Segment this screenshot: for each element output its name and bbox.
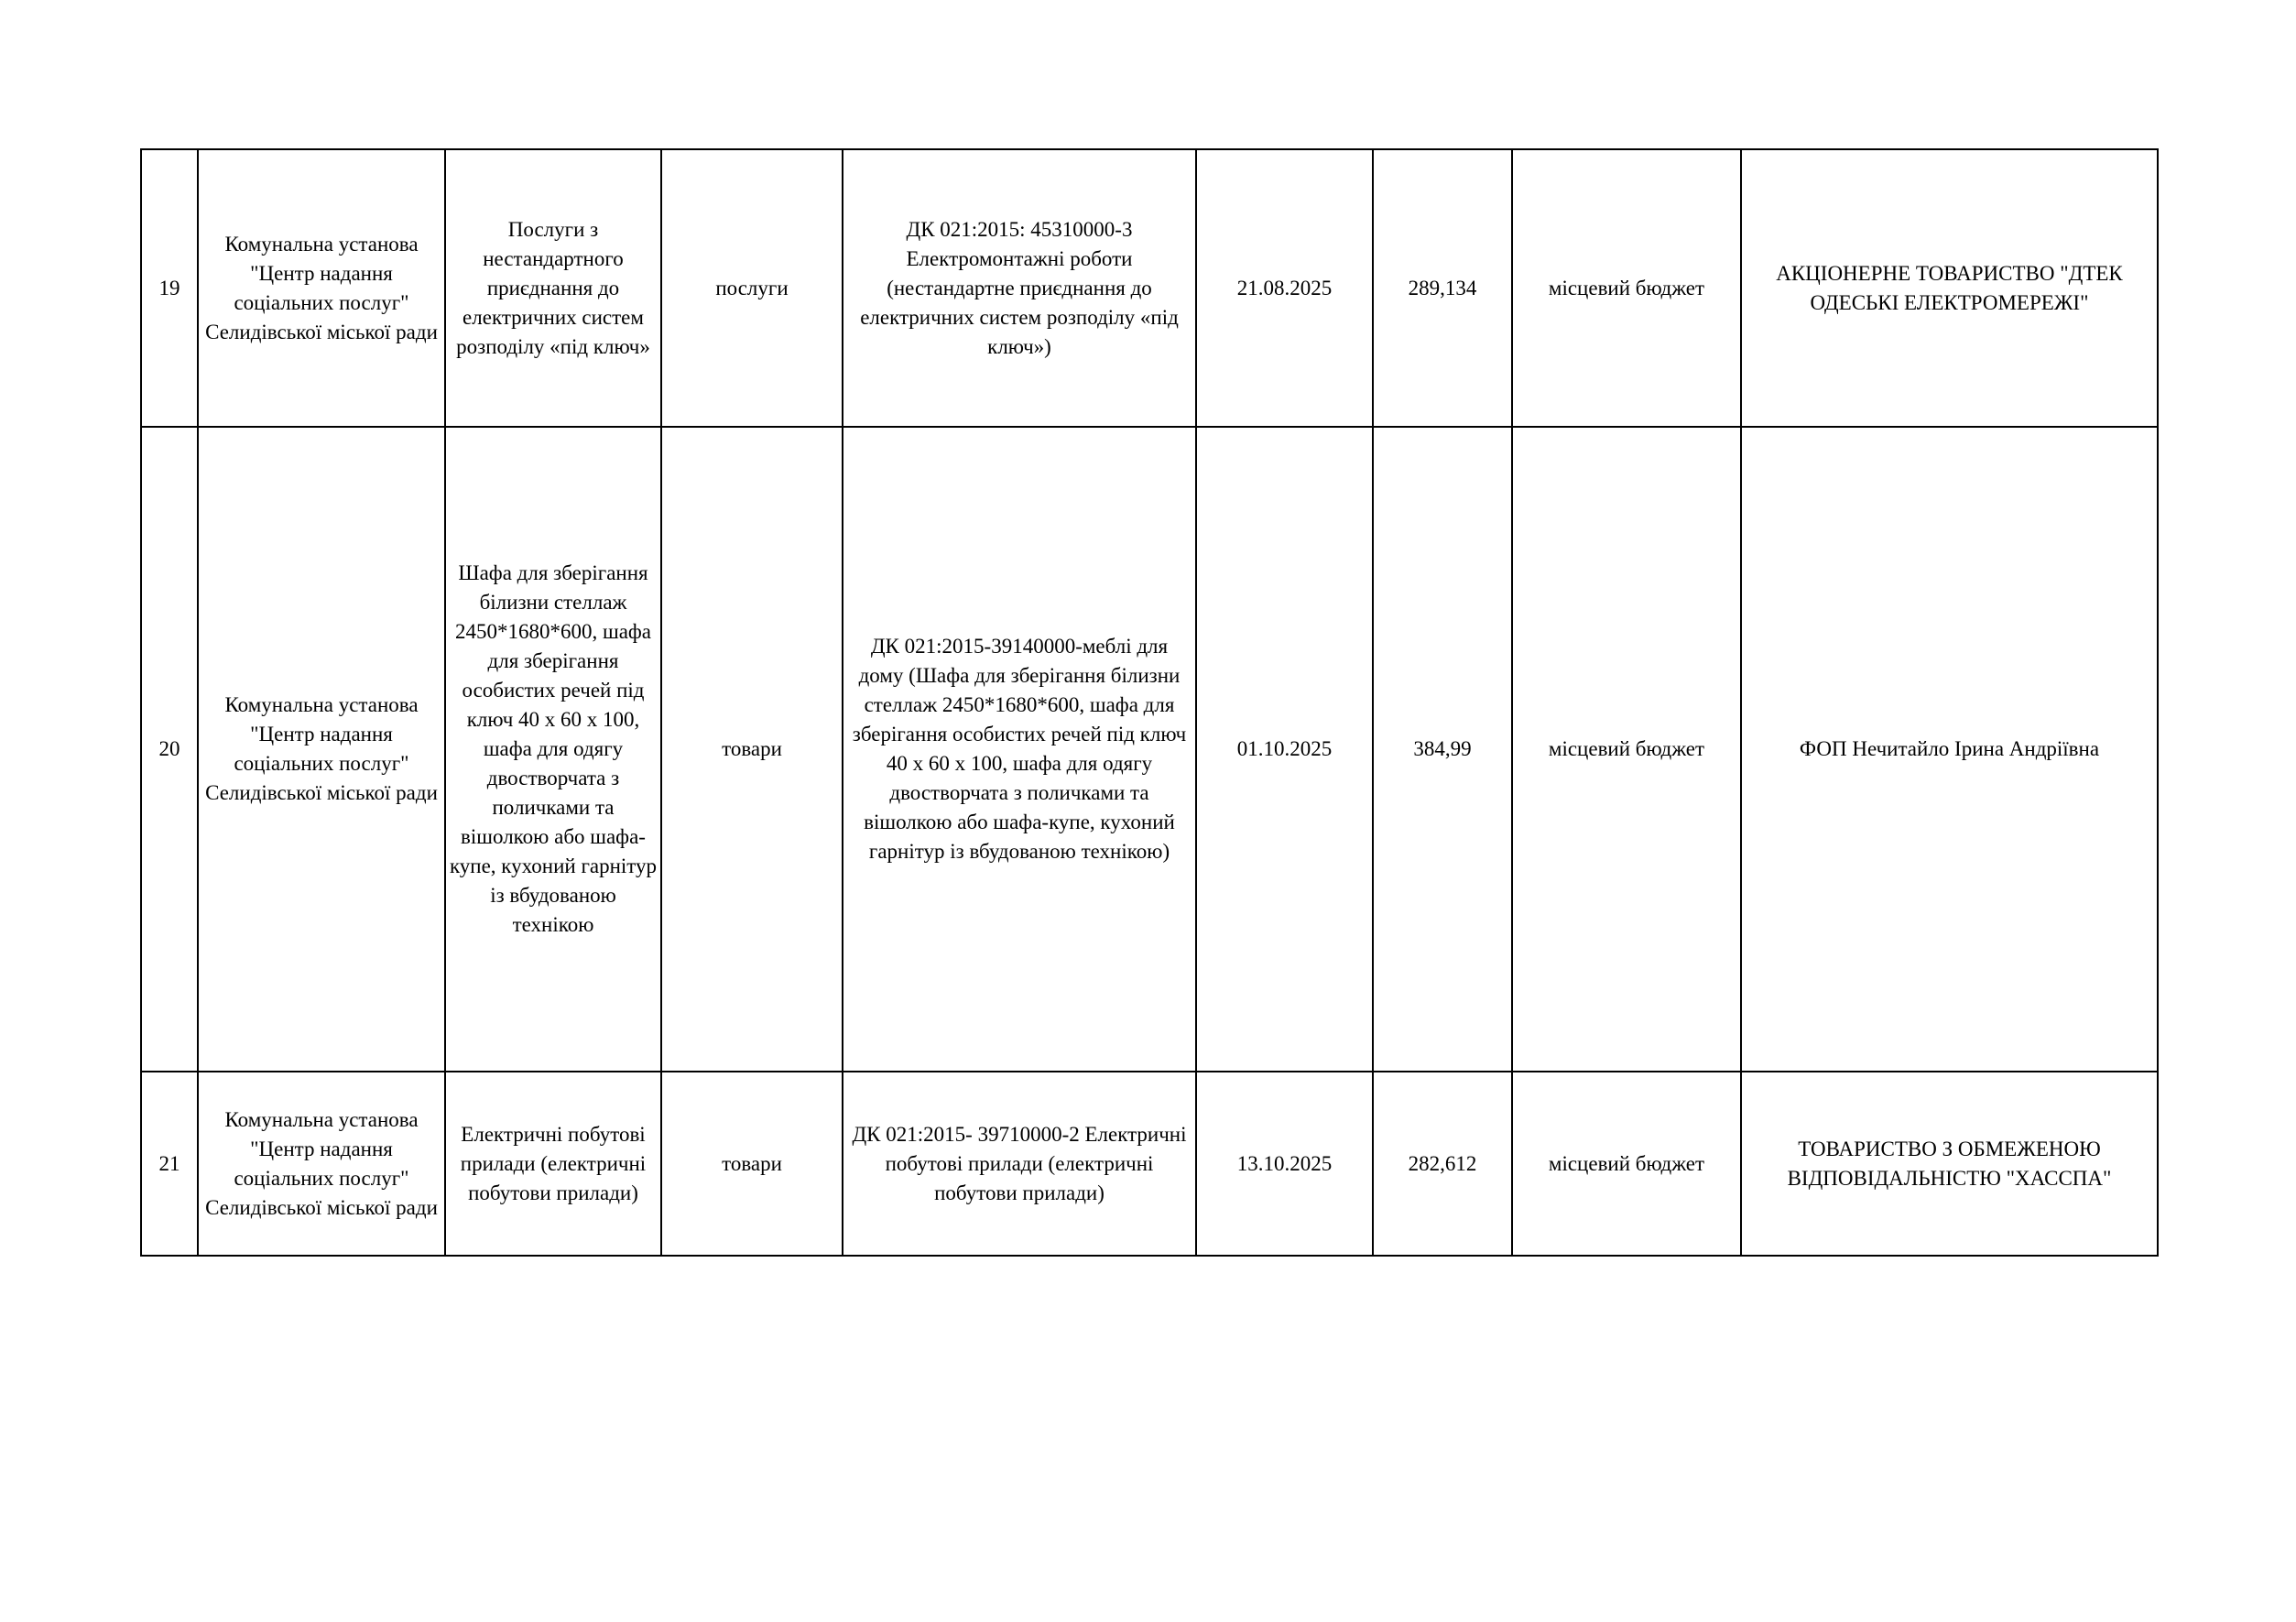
row-number-cell: 19 <box>141 149 198 427</box>
row-number-cell: 21 <box>141 1072 198 1256</box>
classifier-code-cell: ДК 021:2015: 45310000-3 Електромонтажні роботи (нестандартне приєднання до електричних систем розподілу «під ключ») <box>843 149 1196 427</box>
supplier-cell: АКЦІОНЕРНЕ ТОВАРИСТВО "ДТЕК ОДЕСЬКІ ЕЛЕКТРОМЕРЕЖІ" <box>1741 149 2158 427</box>
funding-source-cell: місцевий бюджет <box>1512 149 1741 427</box>
date-cell: 21.08.2025 <box>1196 149 1373 427</box>
funding-source-cell: місцевий бюджет <box>1512 427 1741 1072</box>
customer-cell: Комунальна установа "Центр надання соціальних послуг" Селидівської міської ради <box>198 149 445 427</box>
amount-cell: 384,99 <box>1373 427 1512 1072</box>
date-cell: 01.10.2025 <box>1196 427 1373 1072</box>
classifier-code-cell: ДК 021:2015-39140000-меблі для дому (Шафа для зберігання білизни стеллаж 2450*1680*600, шафа для зберігання особистих речей під ключ 40 х 60 х 100, шафа для одягу двостворчата з поличками та вішолкою або шафа-купе, кухоний гарнітур із вбудованою технікою) <box>843 427 1196 1072</box>
supplier-cell: ФОП Нечитайло Ірина Андріївна <box>1741 427 2158 1072</box>
amount-cell: 289,134 <box>1373 149 1512 427</box>
table-row <box>141 427 2158 1072</box>
date-cell: 13.10.2025 <box>1196 1072 1373 1256</box>
type-cell: товари <box>661 427 843 1072</box>
classifier-code-cell: ДК 021:2015- 39710000-2 Електричні побутові прилади (електричні побутови прилади) <box>843 1072 1196 1256</box>
table-row <box>141 149 2158 427</box>
supplier-cell: ТОВАРИСТВО З ОБМЕЖЕНОЮ ВІДПОВІДАЛЬНІСТЮ "ХАССПА" <box>1741 1072 2158 1256</box>
row-number-cell: 20 <box>141 427 198 1072</box>
amount-cell: 282,612 <box>1373 1072 1512 1256</box>
customer-cell: Комунальна установа "Центр надання соціальних послуг" Селидівської міської ради <box>198 427 445 1072</box>
procurement-table <box>140 148 2159 1257</box>
type-cell: товари <box>661 1072 843 1256</box>
funding-source-cell: місцевий бюджет <box>1512 1072 1741 1256</box>
type-cell: послуги <box>661 149 843 427</box>
customer-cell: Комунальна установа "Центр надання соціальних послуг" Селидівської міської ради <box>198 1072 445 1256</box>
subject-cell: Електричні побутові прилади (електричні побутови прилади) <box>445 1072 661 1256</box>
table-row <box>141 1072 2158 1256</box>
subject-cell: Шафа для зберігання білизни стеллаж 2450*1680*600, шафа для зберігання особистих речей під ключ 40 х 60 х 100, шафа для одягу двостворчата з поличками та вішолкою або шафа-купе, кухоний гарнітур із вбудованою технікою <box>445 427 661 1072</box>
subject-cell: Послуги з нестандартного приєднання до електричних систем розподілу «під ключ» <box>445 149 661 427</box>
